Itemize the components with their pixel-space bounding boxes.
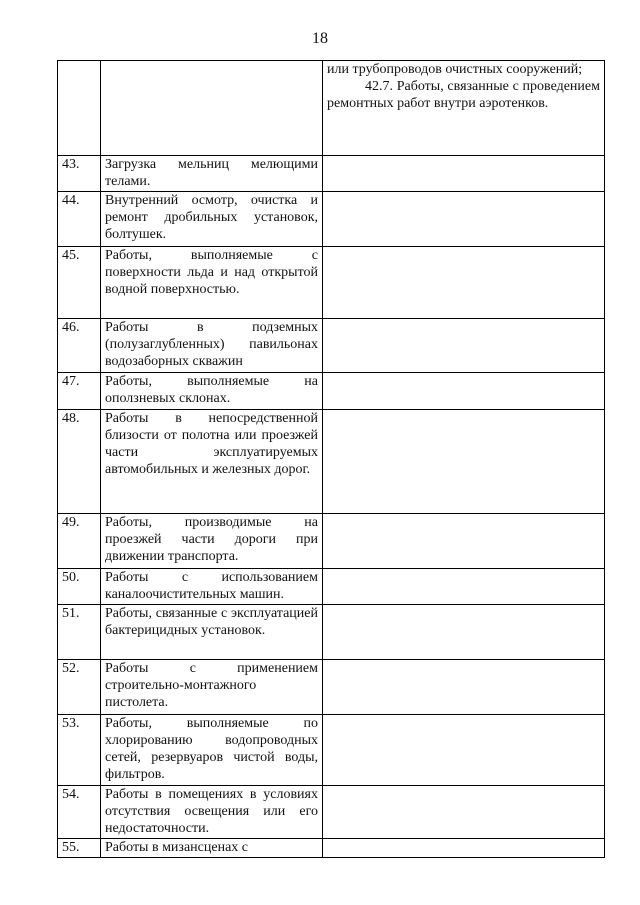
condition-line: или трубопроводов очистных сооружений; — [327, 62, 583, 77]
table-row — [58, 839, 605, 858]
condition-cell — [323, 156, 605, 192]
condition-cell — [323, 247, 605, 319]
work-description: Работы, выполняемые на оползневых склонах. — [101, 373, 323, 410]
condition-cell — [323, 192, 605, 247]
work-description: Внутренний осмотр, очистка и ремонт дробильных установок, болтушек. — [101, 192, 323, 247]
work-description: Работы, выполняемые с поверхности льда и над открытой водной поверхностью. — [101, 247, 323, 319]
row-number: 44. — [58, 192, 101, 247]
row-number: 54. — [58, 786, 101, 839]
work-description: Загрузка мельниц мелющими телами. — [101, 156, 323, 192]
table-row — [58, 715, 605, 786]
table-row — [58, 192, 605, 247]
row-number: 53. — [58, 715, 101, 786]
table-row — [58, 569, 605, 605]
table-row — [58, 514, 605, 569]
condition-cell — [323, 410, 605, 514]
row-number: 50. — [58, 569, 101, 605]
table-row — [58, 605, 605, 660]
table-row — [58, 660, 605, 715]
table-row — [58, 156, 605, 192]
condition-line: 42.7. Работы, связанные с проведением ремонтных работ внутри аэротенков. — [327, 79, 600, 111]
row-number: 46. — [58, 319, 101, 373]
work-description: Работы, выполняемые по хлорированию водопроводных сетей, резервуаров чистой воды, фильтров. — [101, 715, 323, 786]
row-number: 55. — [58, 839, 101, 858]
work-description: Работы в помещениях в условиях отсутствия освещения или его недостаточности. — [101, 786, 323, 839]
table-row — [58, 786, 605, 839]
work-list-table — [57, 60, 605, 858]
table-row — [58, 373, 605, 410]
row-number: 47. — [58, 373, 101, 410]
row-number: 51. — [58, 605, 101, 660]
work-description: Работы с применением строительно-монтажного пистолета. — [101, 660, 323, 715]
condition-cell — [323, 786, 605, 839]
row-number: 45. — [58, 247, 101, 319]
page-number: 18 — [312, 30, 328, 47]
work-description: Работы, производимые на проезжей части дороги при движении транспорта. — [101, 514, 323, 569]
work-description: Работы с использованием каналоочистительных машин. — [101, 569, 323, 605]
work-description: Работы, связанные с эксплуатацией бактерицидных установок. — [101, 605, 323, 660]
condition-cell — [323, 839, 605, 858]
row-number: 52. — [58, 660, 101, 715]
condition-cell — [323, 373, 605, 410]
row-number — [58, 61, 101, 156]
continuation-condition — [323, 61, 605, 156]
table-row — [58, 319, 605, 373]
condition-cell — [323, 605, 605, 660]
table-row — [58, 247, 605, 319]
table-row-continuation — [58, 61, 605, 156]
work-description: Работы в мизансценах с — [101, 839, 323, 858]
condition-cell — [323, 660, 605, 715]
row-number: 48. — [58, 410, 101, 514]
condition-cell — [323, 569, 605, 605]
condition-cell — [323, 319, 605, 373]
row-number: 49. — [58, 514, 101, 569]
table-row — [58, 410, 605, 514]
table-body — [58, 61, 605, 858]
row-number: 43. — [58, 156, 101, 192]
condition-cell — [323, 715, 605, 786]
work-description: Работы в непосредственной близости от полотна или проезжей части эксплуатируемых автомобильных и железных дорог. — [101, 410, 323, 514]
work-description: Работы в подземных (полузаглубленных) павильонах водозаборных скважин — [101, 319, 323, 373]
work-description — [101, 61, 323, 156]
condition-cell — [323, 514, 605, 569]
